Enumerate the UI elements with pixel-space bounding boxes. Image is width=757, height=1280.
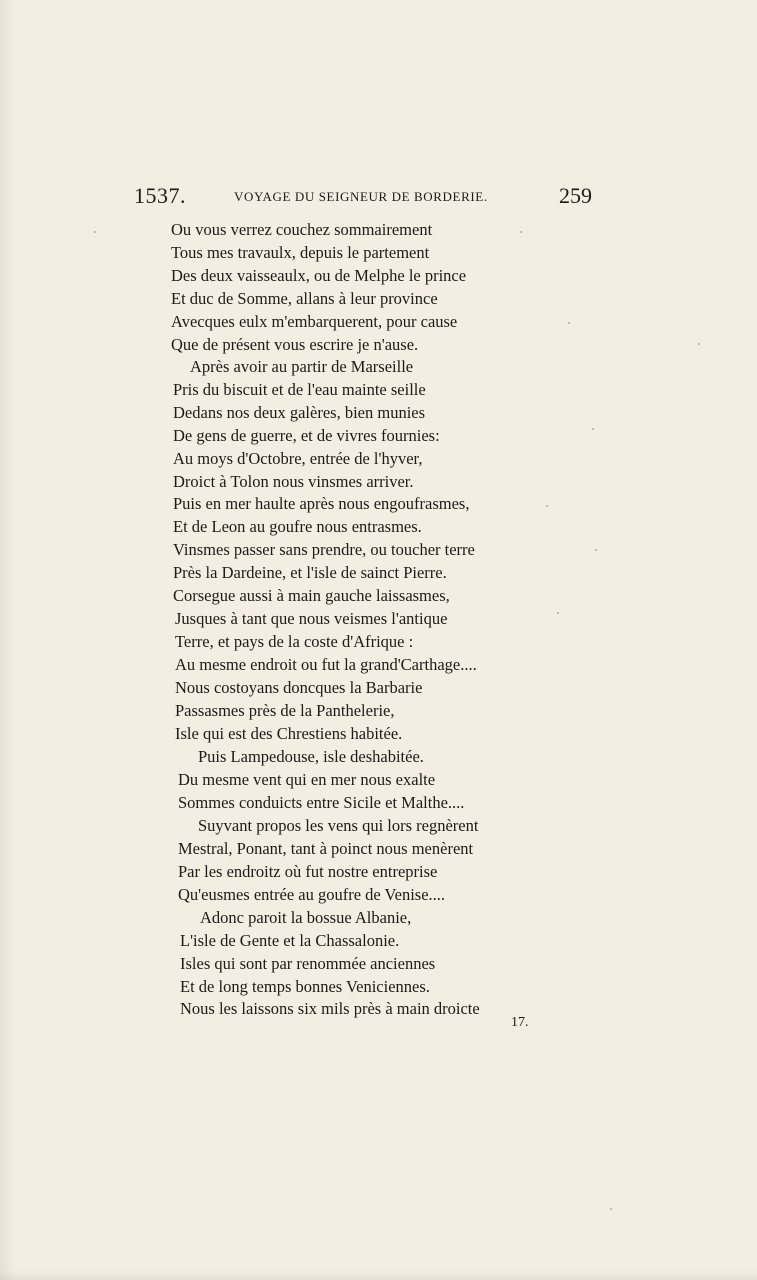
- verse-line: Et de long temps bonnes Veniciennes.: [180, 977, 430, 996]
- header-title: VOYAGE DU SEIGNEUR DE BORDERIE.: [234, 189, 488, 204]
- paper-speck: [546, 505, 548, 507]
- verse-line: Et duc de Somme, allans à leur province: [171, 289, 438, 308]
- verse-line: Nous les laissons six mils près à main droicte: [180, 999, 480, 1018]
- signature-mark: 17.: [511, 1015, 529, 1030]
- verse-line: Que de présent vous escrire je n'ause.: [171, 335, 419, 354]
- verse-line: Dedans nos deux galères, bien munies: [173, 403, 426, 422]
- verse-line: Puis Lampedouse, isle deshabitée.: [198, 747, 424, 766]
- page-number: 259: [559, 183, 592, 208]
- paper-speck: [610, 1208, 612, 1210]
- verse-line: L'isle de Gente et la Chassalonie.: [180, 931, 400, 950]
- paper-speck: [520, 231, 522, 233]
- verse-line: Et de Leon au goufre nous entrasmes.: [173, 517, 422, 536]
- paper-speck: [557, 612, 559, 614]
- verse-line: Qu'eusmes entrée au goufre de Venise....: [178, 885, 446, 904]
- verse-line: Des deux vaisseaulx, ou de Melphe le prince: [171, 266, 467, 285]
- verse-line: Corsegue aussi à main gauche laissasmes,: [173, 586, 450, 605]
- verse-line: Vinsmes passer sans prendre, ou toucher terre: [173, 540, 475, 559]
- verse-line: Après avoir au partir de Marseille: [190, 357, 414, 376]
- verse-line: Puis en mer haulte après nous engoufrasmes,: [173, 494, 470, 513]
- paper-speck: [94, 231, 96, 233]
- paper-speck: [592, 428, 594, 430]
- verse-line: Tous mes travaulx, depuis le partement: [171, 243, 430, 262]
- verse-line: Isle qui est des Chrestiens habitée.: [175, 724, 403, 743]
- verse-line: De gens de guerre, et de vivres fournies:: [173, 426, 440, 445]
- verse-line: Près la Dardeine, et l'isle de sainct Pierre.: [173, 563, 447, 582]
- paper-speck: [595, 549, 597, 551]
- verse-line: Nous costoyans doncques la Barbarie: [175, 678, 423, 697]
- verse-line: Pris du biscuit et de l'eau mainte seille: [173, 380, 426, 399]
- running-header: [134, 183, 592, 213]
- verse-line: Isles qui sont par renommée anciennes: [180, 954, 436, 973]
- verse-line: Au moys d'Octobre, entrée de l'hyver,: [173, 449, 423, 468]
- verse-line: Avecques eulx m'embarquerent, pour cause: [171, 312, 458, 331]
- verse-line: Passasmes près de la Panthelerie,: [175, 701, 395, 720]
- verse-line: Sommes conduicts entre Sicile et Malthe....: [178, 793, 465, 812]
- verse-line: Adonc paroit la bossue Albanie,: [200, 908, 412, 927]
- verse-line: Au mesme endroit ou fut la grand'Carthage....: [175, 655, 477, 674]
- verse-line: Droict à Tolon nous vinsmes arriver.: [173, 472, 414, 491]
- paper-speck: [568, 322, 570, 324]
- paper-speck: [698, 343, 700, 345]
- header-year: 1537.: [134, 183, 186, 208]
- verse-line: Mestral, Ponant, tant à poinct nous menèrent: [178, 839, 474, 858]
- verse-line: Du mesme vent qui en mer nous exalte: [178, 770, 436, 789]
- verse-line: Terre, et pays de la coste d'Afrique :: [175, 632, 414, 651]
- verse-line: Par les endroitz où fut nostre entreprise: [178, 862, 438, 881]
- verse-line: Ou vous verrez couchez sommairement: [171, 220, 433, 239]
- verse-line: Jusques à tant que nous veismes l'antique: [175, 609, 448, 628]
- verse-line: Suyvant propos les vens qui lors regnèrent: [198, 816, 479, 835]
